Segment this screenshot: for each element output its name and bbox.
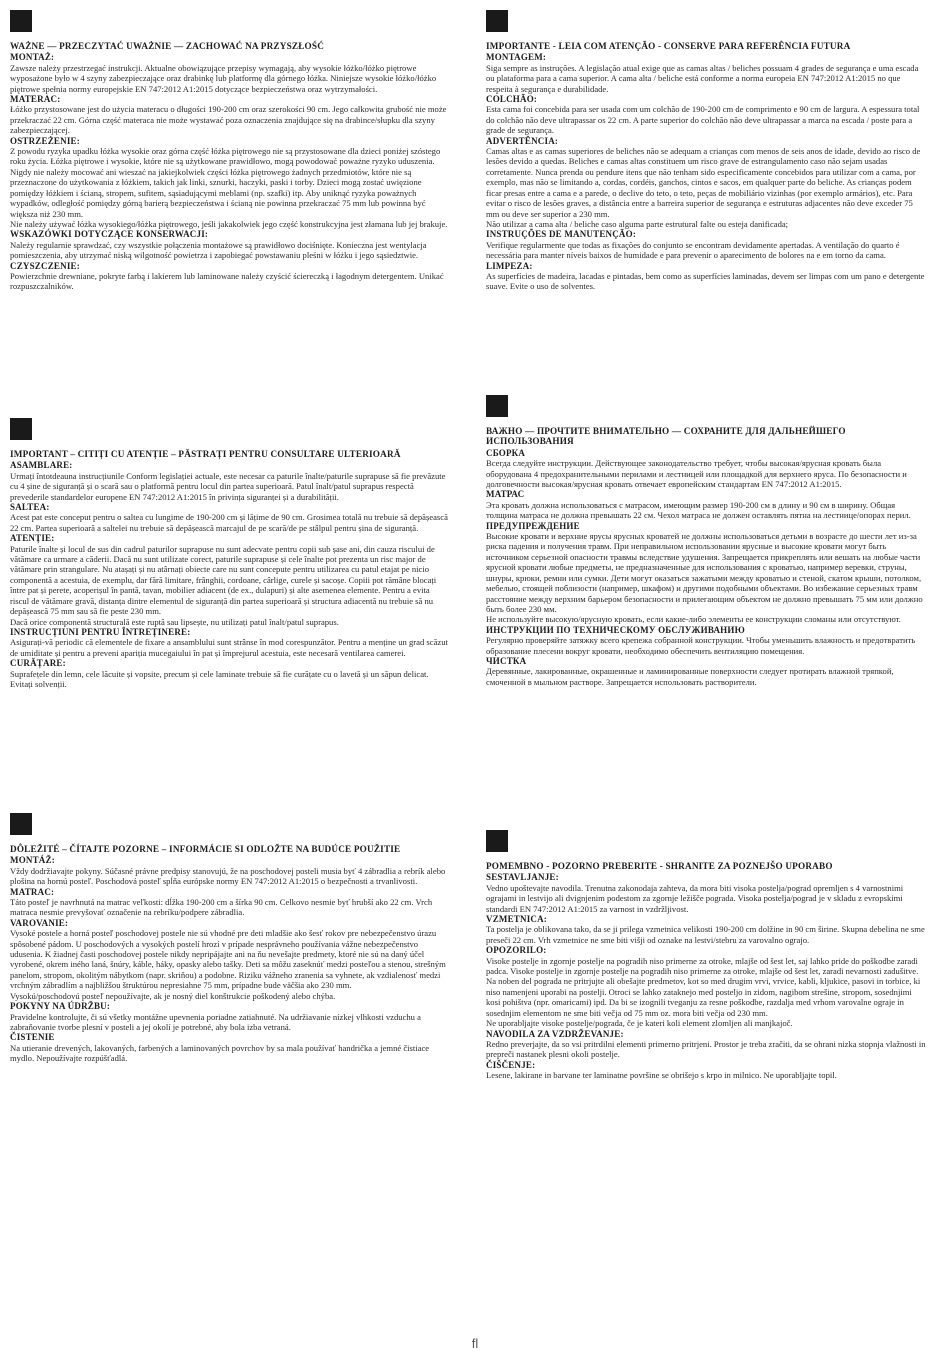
instruction-section — [10, 855, 450, 886]
instruction-section — [10, 658, 450, 689]
instruction-section — [10, 460, 450, 502]
instruction-section — [10, 52, 450, 94]
section-heading: ASAMBLARE: — [10, 460, 73, 471]
section-heading: ATENȚIE: — [10, 533, 55, 544]
section-heading: NAVODILA ZA VZDRŽEVANJE: — [486, 1028, 624, 1039]
section-marker-square — [486, 10, 508, 32]
section-heading: ČISTENIE — [10, 1032, 55, 1043]
section-text: Esta cama foi concebida para ser usada com um colchão de 190-200 cm de comprimento e 90 cm de largura. A espessura total do colchão não deve ultrapassar os 22 cm. A parte superior do colchão não deve ultrapassar a marca na escada / poste para a grade de segurança. — [486, 104, 920, 136]
instruction-section — [486, 1029, 926, 1060]
section-text: Visoke postelje in zgornje postelje na pogradih niso primerne za otroke, mlajše od šest let, saj lahko pride do poškodbe zaradi padca. Visoke postelje in zgornje postelje na pogradih niso primerne za otroke, mlajše od šest let, zaradi nevarnosti zadušitve. Na noben del pograda ne pritrjujte ali obešajte predmetov, kot so med drugim vrvi, vrvice, kabli, kljukice, pasovi in torbice, ki niso namenjeni uporabi na postelji. Otroci se lahko zataknejo med posteljo in zidom, nagibom strešine, stropom, sosednjimi kosi pohištva (npr. omaricami) ipd. Da bi se izognili tveganju za resne poškodbe, razdalja med vrhom varovalne ograje in sosednjim elementom ne sme biti večja od 75 mm oz. mora biti večja od 230 mm. Ne uporabljajte visoke postelje/pograda, če je kateri koli element zlomljen ali manjkajoč. — [486, 955, 921, 1029]
section-heading: MONTÁŽ: — [10, 855, 55, 866]
instruction-section — [10, 502, 450, 533]
instruction-section — [486, 872, 926, 914]
instruction-section — [10, 918, 450, 1001]
section-heading: CURĂȚARE: — [10, 658, 66, 669]
instruction-section — [10, 1001, 450, 1032]
section-text: Na utieranie drevených, lakovaných, farbených a laminovaných povrchov by sa mala používať handrička a jemné čistiace mydlo. Nepoužívajte rozpúšťadlá. — [10, 1042, 430, 1064]
instruction-section — [10, 887, 450, 918]
section-text: Pravidelne kontrolujte, či sú všetky montážne upevnenia poriadne zatiahnuté. Na udržiavanie nízkej vlhkosti vzduchu a zabraňovanie tvorbe plesní v posteli a jej okolí je potrebné, aby bola izba vetraná. — [10, 1011, 421, 1032]
section-heading: MATERAC: — [10, 94, 61, 105]
instruction-section — [486, 1060, 926, 1081]
instruction-section — [10, 136, 450, 230]
section-text: Эта кровать должна использоваться с матрасом, имеющим размер 190-200 см в длину и 90 см в ширину. Общая толщина матраса не должна превышать 22 см. Чехол матраса не должен оставлять пятна на лестнице/опорах перил. — [486, 499, 911, 521]
block-title: IMPORTANTE - LEIA COM ATENÇÃO - CONSERVE PARA REFERÊNCIA FUTURA — [486, 41, 851, 51]
instructions-block-russian — [486, 395, 926, 687]
section-heading: VAROVANIE: — [10, 917, 69, 928]
instruction-section — [486, 261, 926, 292]
block-title: WAŻNE — PRZECZYTAĆ UWAŻNIE — ZACHOWAĆ NA PRZYSZŁOŚĆ — [10, 41, 325, 51]
section-text: Деревянные, лакированные, окрашенные и ламинированные поверхности следует протирать влажной тряпкой, смоченной в мыльном растворе. Запрещается использовать растворители. — [486, 666, 894, 687]
section-text: Suprafețele din lemn, cele lăcuite și vopsite, precum și cele laminate trebuie să fie curățate cu o lavetă și un săpun delicat. Evitați solvenții. — [10, 668, 429, 689]
instruction-section — [486, 914, 926, 945]
section-marker-square — [10, 813, 32, 835]
section-heading: MONTAGEM: — [486, 52, 547, 63]
section-heading: СБОРКА — [486, 447, 526, 458]
section-text: Redno preverjajte, da so vsi pritrdilni elementi primerno pritrjeni. Prostor je treba zračiti, da se ohrani nizka stopnja vlažnosti in prepreči nastanek plesni okoli postelje. — [486, 1038, 926, 1060]
section-heading: OSTRZEŻENIE: — [10, 135, 80, 146]
section-heading: ADVERTÊNCIA: — [486, 135, 559, 146]
section-text: Urmați întotdeauna instrucțiunile Conform legislației actuale, este necesar ca paturile înalte/paturile suprapuse să fie prevăzute cu 4 șine de siguranță și o scară sau o platformă pentru locul din partea superioară. Patul înalt/patul suprapus respectă prevederile standardelor europene EN 747:2012 A1:2015 în privința siguranței și a durabilității. — [10, 470, 446, 502]
instructions-block-romanian — [10, 418, 450, 689]
instruction-section — [486, 521, 926, 625]
block-title: DÔLEŽITÉ – ČÍTAJTE POZORNE – INFORMÁCIE SI ODLOŽTE NA BUDÚCE POUŽITIE — [10, 844, 401, 854]
section-heading: POKYNY NA ÚDRŽBU: — [10, 1001, 111, 1012]
instruction-section — [10, 94, 450, 136]
section-heading: VZMETNICA: — [486, 914, 548, 925]
instruction-section — [486, 656, 926, 687]
section-heading: WSKAZÓWKI DOTYCZĄCE KONSERWACJI: — [10, 229, 209, 240]
section-marker-square — [486, 830, 508, 852]
section-heading: CZYSZCZENIE: — [10, 260, 80, 271]
instructions-block-portuguese — [486, 10, 926, 292]
page-footer-mark: fl — [471, 1336, 479, 1351]
section-text: Высокие кровати и верхние ярусы ярусных кроватей не должны использоваться детьми в возрасте до шести лет из-за риска падения и получения травм. При неправильном использовании ярусные и высокие кровати могут быть источником серьезной опасности травмы вследствие удушения. Запрещается прикреплять или вешать на любые части ярусной кровати любые предметы, не предназначенные для использования с кроватью, например веревки, струны, шнуры, крюки, ремни или сумки. Дети могут оказаться зажатыми между кроватью и стеной, скатом крыши, потолком, мебелью, стоящей поблизости (например, шкафом) и другими подобными объектами. Во избежание серьезных травм расстояние между верхним барьером безопасности и прилегающим объектом не должно превышать 75 мм или должно быть более 230 мм. Не используйте высокую/ярусную кровать, если какие-либо элементы ее конструкции сломаны или отсутствуют. — [486, 531, 923, 625]
block-title: IMPORTANT – CITIȚI CU ATENȚIE – PĂSTRAȚI PENTRU CONSULTARE ULTERIOARĂ — [10, 449, 401, 459]
block-title: ВАЖНО — ПРОЧТИТЕ ВНИМАТЕЛЬНО — СОХРАНИТЕ ДЛЯ ДАЛЬНЕЙШЕГО ИСПОЛЬЗОВАНИЯ — [486, 426, 846, 447]
section-text: Lesene, lakirane in barvane ter laminatne površine se obrišejo s krpo in milnico. Ne uporabljajte topil. — [486, 1070, 837, 1081]
section-text: Vždy dodržiavajte pokyny. Súčasné právne predpisy stanovujú, že na poschodovej posteli musia byť 4 zábradlia a rebrík alebo plošina na hornú posteľ. Poschodová posteľ spĺňa európske normy EN 747:2012 A1:2015 o bezpečnosti a trvanlivosti. — [10, 865, 446, 887]
section-heading: ИНСТРУКЦИИ ПО ТЕХНИЧЕСКОМУ ОБСЛУЖИВАНИЮ — [486, 624, 745, 635]
instructions-block-polish — [10, 10, 450, 292]
section-heading: МАТРАС — [486, 489, 525, 500]
instruction-section — [486, 625, 926, 656]
block-title: POMEMBNO - POZORNO PREBERITE - SHRANITE ZA POZNEJŠO UPORABO — [486, 861, 833, 871]
section-text: Ta postelja je oblikovana tako, da se ji prilega vzmetnica velikosti 190-200 cm dolžine in 90 cm širine. Skupna debelina ne sme preseči 22 cm. Vrh vzmetnice ne sme biti višji od oznake na lestvi/stebru za varovalno ograjo. — [486, 924, 925, 945]
section-heading: ЧИСТКА — [486, 655, 527, 666]
section-text: Vysoké postele a horná posteľ poschodovej postele nie sú vhodné pre deti mladšie ako šesť rokov pre nebezpečenstvo úrazu spôsobené pádom. U poschodových a vysokých postelí hrozí v prípade nesprávneho používania vážne nebezpečenstvo udusenia. K žiadnej časti poschodovej postele nikdy nepripájajte ani na ňu nevešajte predmety, ktoré nie sú na daný účel vyrobené, okrem iného laná, šnúry, káble, háky, opasky alebo tašky. Deti sa môžu zaseknúť medzi posteľou a stenou, strešným panelom, stropom, okolitým nábytkom (napr. skriňou) a podobne. Riziku vážneho zranenia sa vyhnete, ak vzdialenosť medzi vrchným zábradlím a najbližšou štruktúrou nepresiahne 75 mm, prípadne bude väčšia ako 230 mm. Vysokú/poschodovú posteľ nepoužívajte, ak je nosný diel konštrukcie poškodený alebo chýba. — [10, 928, 446, 1001]
section-heading: MONTAŻ: — [10, 52, 55, 63]
section-text: Acest pat este conceput pentru o saltea cu lungime de 190-200 cm și lățime de 90 cm. Grosimea totală nu trebuie să depășească 22 cm. Partea superioară a saltelei nu trebuie să depășească marcajul de pe scară/de pe stâlpul pentru șina de siguranță. — [10, 512, 448, 533]
section-text: Регулярно проверяйте затяжку всего крепежа собранной конструкции. Чтобы уменьшить влажность и предотвратить образование плесени вокруг кровати, необходимо обеспечить вентиляцию помещения. — [486, 635, 916, 656]
section-heading: MATRAC: — [10, 886, 55, 897]
instruction-section — [486, 229, 926, 260]
section-text: Táto posteľ je navrhnutá na matrac veľkosti: dĺžka 190-200 cm a šírka 90 cm. Celkovo nesmie byť hrubší ako 22 cm. Vrch matraca nesmie prevyšovať označenie na rebríku/podpere zábradlia. — [10, 897, 433, 918]
instructions-block-slovak — [10, 813, 450, 1064]
instruction-section — [10, 229, 450, 260]
instruction-section — [486, 52, 926, 94]
instruction-section — [486, 94, 926, 136]
section-text: Paturile înalte și locul de sus din cadrul paturilor suprapuse nu sunt adecvate pentru copii sub șase ani, din cauza riscului de vătămare ca urmare a căderii. Dacă nu sunt utilizate corect, paturile suprapuse și cele înalte pot prezenta un risc major de vătămare prin strangulare. Nu atașați și nu atârnați obiecte care nu sunt concepute pentru utilizarea cu patul etajat pe nicio componentă a acestuia, de exemplu, dar fără limitare, frânghii, cordoane, cârlige, curele și sacoșe. Copiii pot rămâne blocați între pat și perete, acoperișul în pantă, tavan, mobilier adiacent (de ex., dulapuri) și alte asemenea elemente. Pentru a evita riscul de vătămare gravă, distanța dintre elementul de siguranță din partea superioară și structura adiacentă nu trebuie să nu depășească 75 mm sau să fie peste 230 mm. Dacă orice componentă structurală este ruptă sau lipsește, nu utilizați patul înalt/patul suprapus. — [10, 543, 437, 627]
section-heading: OPOZORILO: — [486, 945, 547, 956]
section-heading: ПРЕДУПРЕЖДЕНИЕ — [486, 520, 580, 531]
instructions-block-slovenian — [486, 830, 926, 1081]
instruction-section — [486, 448, 926, 490]
section-text: Asigurați-vă periodic că elementele de fixare a ansamblului sunt strânse în mod corespunzător. Pentru a menține un grad scăzut de umiditate și pentru a preveni apariția mucegaiului în pat și împrejurul acestuia, este necesară ventilarea camerei. — [10, 637, 448, 658]
instruction-section — [10, 261, 450, 292]
section-heading: SESTAVLJANJE: — [486, 872, 559, 883]
section-text: Siga sempre as instruções. A legislação atual exige que as camas altas / beliches possuam 4 grades de segurança e uma escada ou plataforma para a cama superior. A cama alta / beliche está conforme a norma europeia EN 747:2012 A1:2015 no que respeita à segurança e durabilidade. — [486, 62, 919, 94]
section-heading: COLCHÃO: — [486, 94, 538, 105]
section-text: Zawsze należy przestrzegać instrukcji. Aktualne obowiązujące przepisy wymagają, aby wysokie łóżko/łóżko piętrowe wyposażone było w 4 szyny zabezpieczające oraz drabinkę lub platformę dla górnego łóżka. Niniejsze wysokie łóżko/łóżko piętrowe spełnia normy europejskie EN 747:2012 A1:2015 dotyczące bezpieczeństwa oraz wytrzymałości. — [10, 62, 437, 94]
instruction-section — [10, 533, 450, 627]
section-text: Verifique regularmente que todas as fixações do conjunto se encontram devidamente apertadas. A ventilação do quarto é necessária para manter níveis baixos de humidade e para prevenir o aparecimento de bolores na e em torno da cama. — [486, 239, 900, 261]
section-marker-square — [10, 418, 32, 440]
instruction-section — [486, 136, 926, 230]
section-heading: INSTRUCȚIUNI PENTRU ÎNTREȚINERE: — [10, 626, 191, 637]
section-text: Łóżko przystosowane jest do użycia materacu o długości 190-200 cm oraz szerokości 90 cm. Jego całkowita grubość nie może przekraczać 22 cm. Górna część materaca nie może wystawać poza oznaczenia znajdujące się na drabince/słupku dla szyny zabezpieczającej. — [10, 104, 447, 136]
section-text: Należy regularnie sprawdzać, czy wszystkie połączenia montażowe są prawidłowo dociśnięte. Konieczna jest wentylacja pomieszczenia, aby utrzymać niską wilgotność powietrza i zapobiegać powstawaniu pleśni w łóżku i jego sąsiedztwie. — [10, 239, 427, 261]
section-heading: LIMPEZA: — [486, 260, 533, 271]
section-heading: INSTRUÇÕES DE MANUTENÇÃO: — [486, 229, 637, 240]
section-text: Powierzchnie drewniane, pokryte farbą i lakierem lub laminowane należy czyścić ściereczką i łagodnym detergentem. Unikać rozpuszczalników. — [10, 270, 444, 292]
instruction-section — [10, 627, 450, 658]
section-heading: SALTEA: — [10, 502, 50, 513]
section-heading: ČIŠČENJE: — [486, 1059, 536, 1070]
section-marker-square — [486, 395, 508, 417]
section-marker-square — [10, 10, 32, 32]
instruction-section — [486, 489, 926, 520]
section-text: As superfícies de madeira, lacadas e pintadas, bem como as superfícies laminadas, devem ser limpas com um pano e detergente suave. Evite o uso de solventes. — [486, 270, 925, 292]
instruction-section — [10, 1032, 450, 1063]
section-text: Vedno upoštevajte navodila. Trenutna zakonodaja zahteva, da mora biti visoka postelja/pograd opremljen s 4 varnostnimi ograjami in lestvijo ali dvignjenim podestom za zgornje ležišče pograda. Visoka postelja/pograd je v skladu z evropskimi standardi EN 747:2012 A1:2015 za varnost in vzdržljivost. — [486, 882, 904, 914]
instruction-section — [486, 945, 926, 1028]
section-text: Z powodu ryzyka upadku łóżka wysokie oraz górna część łóżka piętrowego nie są przystosowane dla dzieci poniżej szóstego roku życia. Łóżka piętrowe i wysokie, które nie są użytkowane prawidłowo, mogą powodować poważne ryzyko uduszenia. Nigdy nie należy mocować ani wieszać na jakiejkolwiek części łóżka piętrowego żadnych przedmiotów, które nie są przeznaczone do użytkowania z łóżkiem, takich jak linki, sznurki, haczyki, paski i torby. Dzieci mogą zostać uwięzione pomiędzy łóżkiem i ścianą, stropem, sufitem, sąsiadującymi meblami (np. szafki) itp. Aby uniknąć ryzyka poważnych wypadków, odległość pomiędzy górną barierą bezpieczeństwa i ścianą nie powinna przekraczać 75 mm lub powinna być większa niż 230 mm. Nie należy używać łóżka wysokiego/łóżka piętrowego, jeśli jakakolwiek jego część konstrukcyjna jest złamana lub jej brakuje. — [10, 146, 448, 229]
section-text: Всегда следуйте инструкции. Действующее законодательство требует, чтобы высокая/ярусная кровать была оборудована 4 предохранительными перилами и лестницей или площадкой для верхнего яруса. По безопасности и долговечности высокая/ярусная кровать отвечает европейским стандартам EN 747:2012 A1:2015. — [486, 458, 907, 490]
section-text: Camas altas e as camas superiores de beliches não se adequam a crianças com menos de seis anos de idade, devido ao risco de lesões devido a quedas. Beliches e camas altas constituem um risco grave de estrangulamento caso não sejam usadas corretamente. Nunca prenda ou pendure itens que não tenham sido especificamente concebidos para utilizar com a cama, por exemplo, mas não se limitando a, cordas, cordéis, ganchos, cintos e sacos, em qualquer parte do beliche. As crianças podem ficar presas entre a cama e a parede, o declive do teto, o teto, peças de mobiliário vizinhas (por exemplo armários), etc. Para evitar o risco de lesões graves, a distância entre a barreira superior de segurança e estruturas adjacentes não deve exceder 75 mm ou deve ser superior a 230 mm. Não utilizar a cama alta / beliche caso alguma parte estrutural falte ou esteja danificada; — [486, 146, 921, 229]
